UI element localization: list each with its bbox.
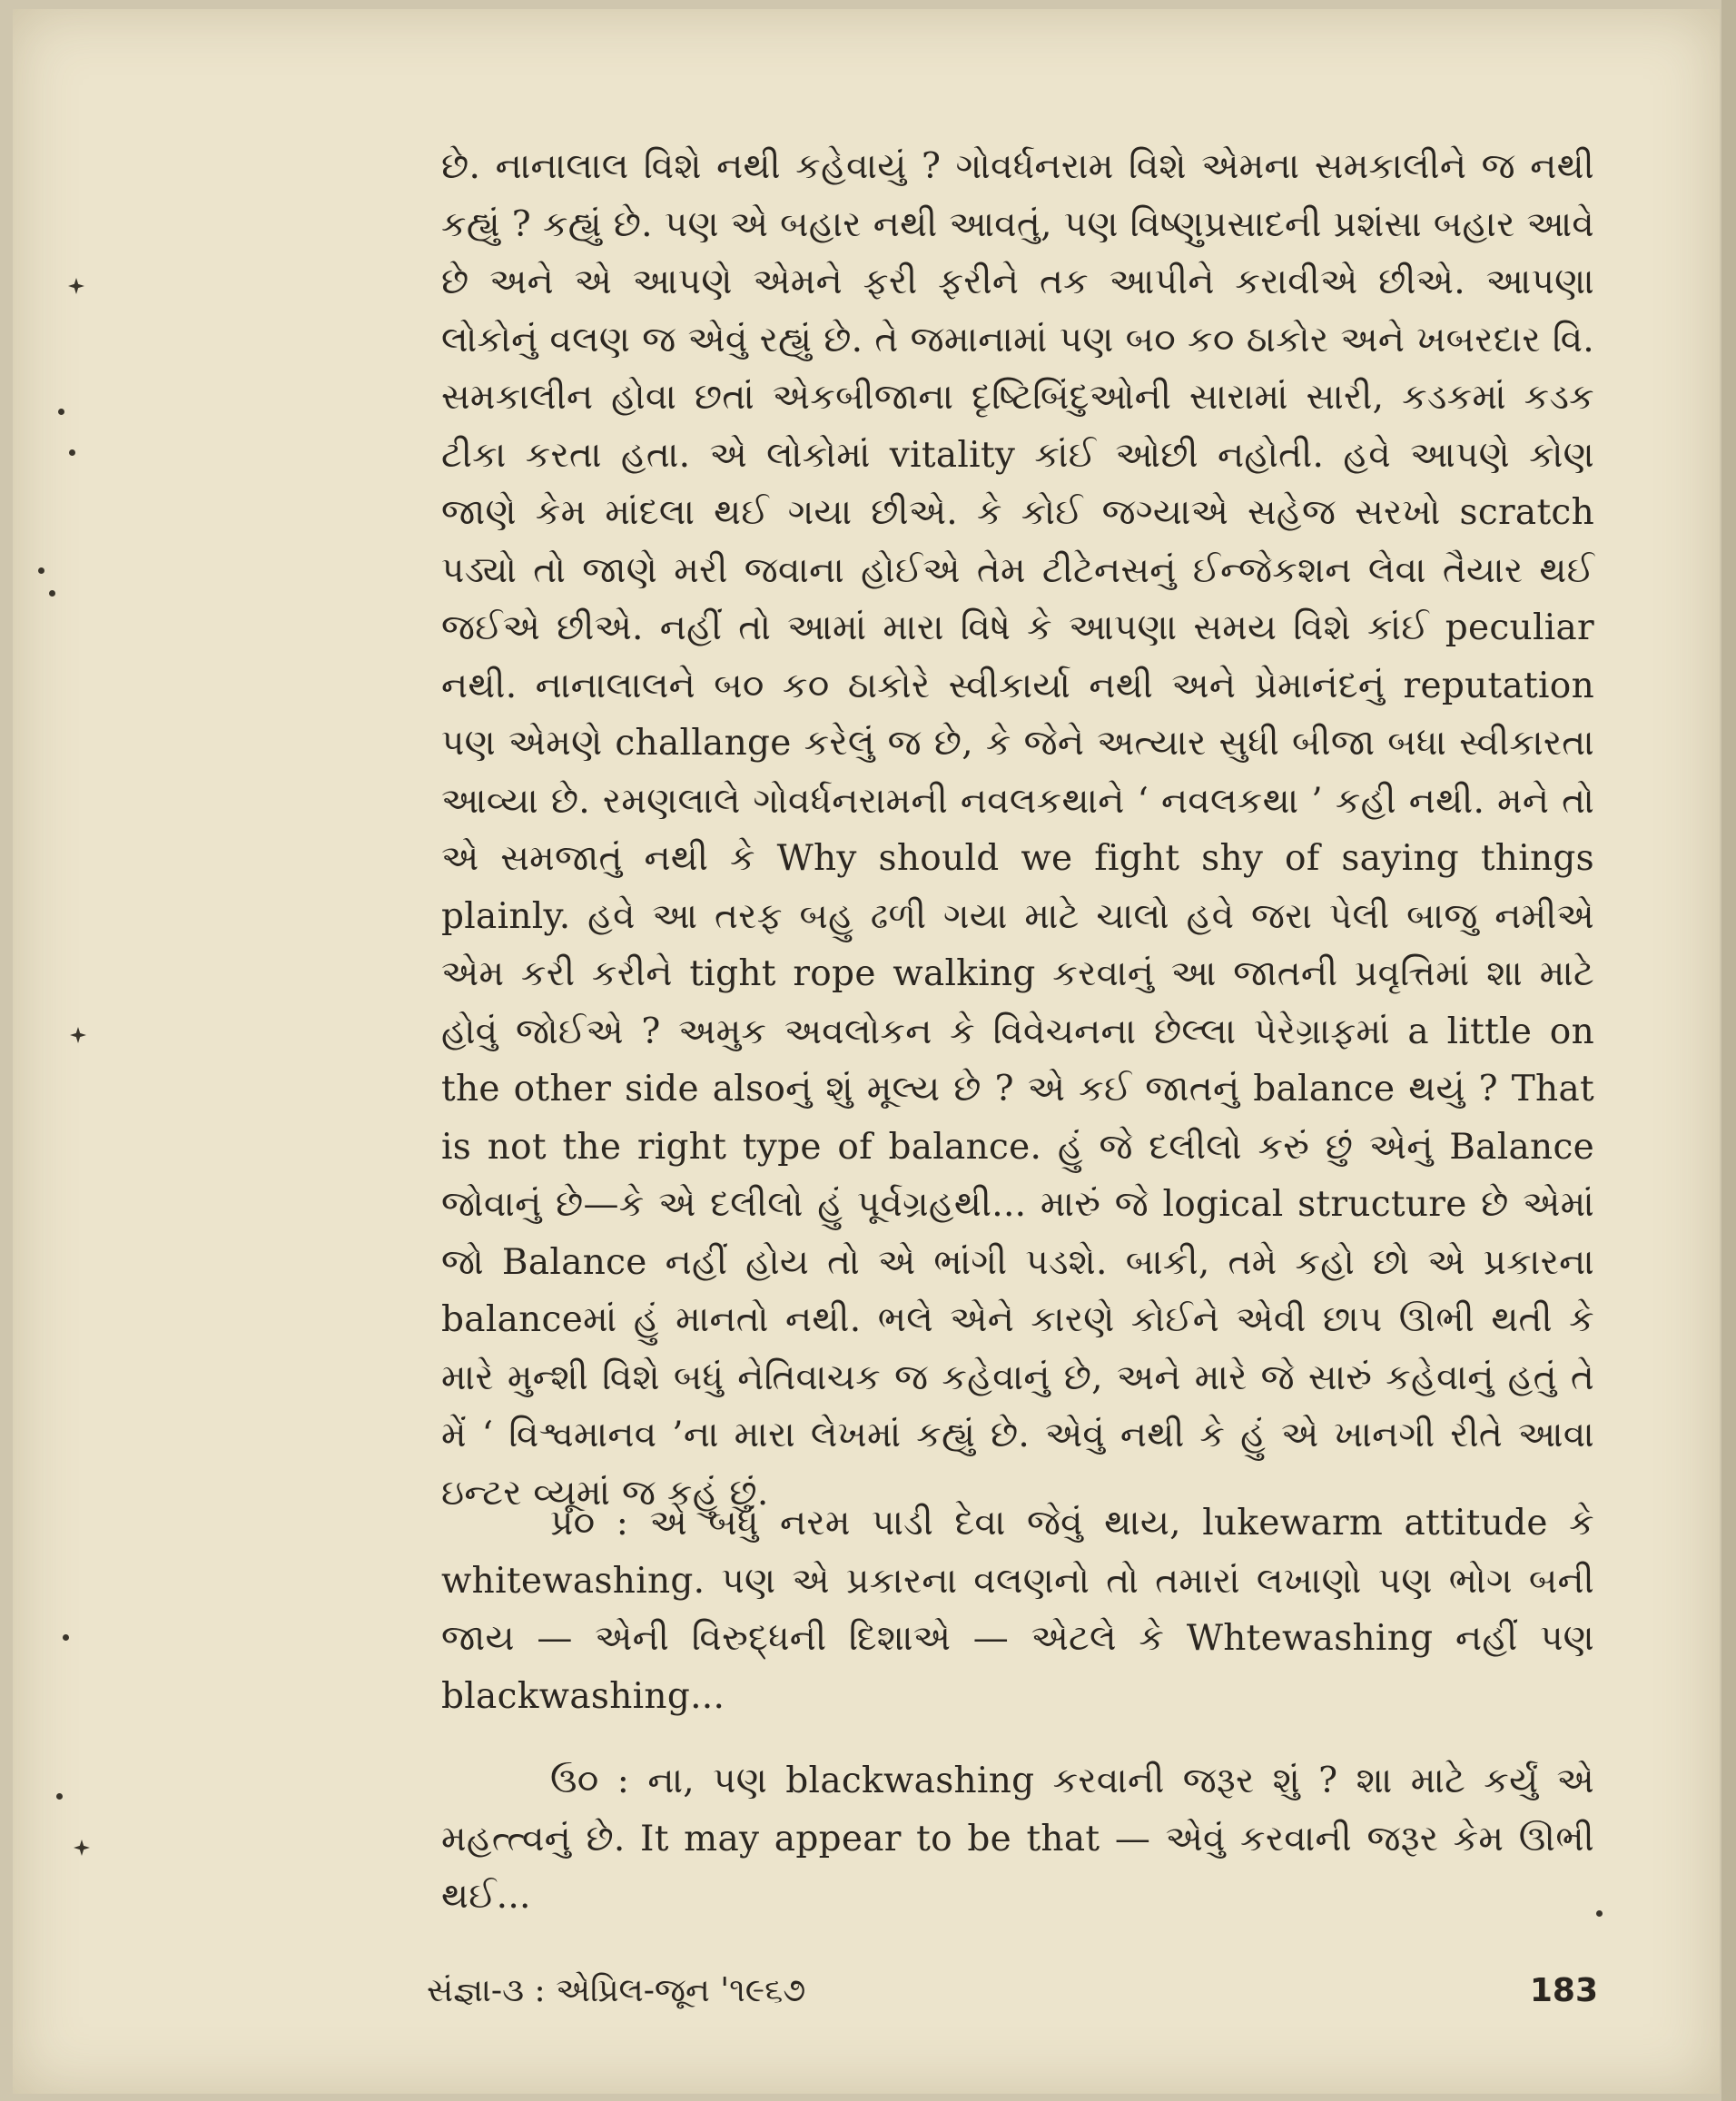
page-number: 183 [1529,1972,1598,2009]
binding-dot-mark [69,449,75,456]
margin-dot-mark [1596,1910,1603,1917]
binding-dot-mark [63,1634,69,1641]
paragraph-answer: ઉ૦ : ના, પણ blackwashing કરવાની જરૂર શું ? શા માટે કર્યું એ મહત્ત્વનું છે. It may appear to be that — એવું કરવાની જરૂર કેમ ઊભી થઈ... [441,1761,1594,1917]
binding-dot-mark [58,409,64,415]
binding-dot-mark [49,590,55,597]
binding-dot-mark [38,567,44,574]
scan-edge [1721,0,1736,2101]
article-body [441,138,1594,1926]
page-footer [427,1972,1598,2016]
paragraph-answer-continued: છે. નાનાલાલ વિશે નથી કહેવાયું ? ગોવર્ધનરામ વિશે એમના સમકાલીને જ નથી કહ્યું ? કહ્યું છે. પણ એ બહાર નથી આવતું, પણ વિષ્ણુપ્રસાદની પ્રશંસા બહાર આવે છે અને એ આપણે એમને ફરી ફરીને તક આપીને કરાવીએ છીએ. આપણા લોકોનું વલણ જ એવું રહ્યું છે. તે જમાનામાં પણ બ૦ ક૦ ઠાકોર અને ખબરદાર વિ. સમકાલીન હોવા છતાં એકબીજાના દૃષ્ટિબિંદુઓની સારામાં સારી, કડકમાં કડક ટીકા કરતા હતા. એ લોકોમાં vitality કાંઈ ઓછી નહોતી. હવે આપણે કોણ જાણે કેમ માંદલા થઈ ગયા છીએ. કે કોઈ જગ્યાએ સહેજ સરખો scratch પડ્યો તો જાણે મરી જવાના હોઈએ તેમ ટીટેનસનું ઈન્જેકશન લેવા તૈયાર થઈ જઈએ છીએ. નહીં તો આમાં મારા વિષે કે આપણા સમય વિશે કાંઈ peculiar નથી. નાનાલાલને બ૦ ક૦ ઠાકોરે સ્વીકાર્યા નથી અને પ્રેમાનંદનું reputation પણ એમણે challange કરેલું જ છે, કે જેને અત્યાર સુધી બીજા બધા સ્વીકારતા આવ્યા છે. રમણલાલે ગોવર્ધનરામની નવલકથાને ‘ નવલકથા ’ કહી નથી. મને તો એ સમજાતું નથી કે Why should we fight shy of saying things plainly. હવે આ તરફ બહુ ઢળી ગયા માટે ચાલો હવે જરા પેલી બાજુ નમીએ એમ કરી કરીને tight rope walking કરવાનું આ જાતની પ્રવૃત્તિમાં શા માટે હોવું જોઈએ ? અમુક અવલોકન કે વિવેચનના છેલ્લા પેરેગ્રાફમાં a little on the other side alsoનું શું મૂલ્ય છે ? એ કઈ જાતનું balance થયું ? That is not the right type of balance. હું જે દલીલો કરું છું એનું Balance જોવાનું છે—કે એ દલીલો હું પૂર્વગ્રહથી... મારું જે logical structure છે એમાં જો Balance નહીં હોય તો એ ભાંગી પડશે. બાકી, તમે કહો છો એ પ્રકારના balanceમાં હું માનતો નથી. ભલે એને કારણે કોઈને એવી છાપ ઊભી થતી કે મારે મુન્શી વિશે બધું નેતિવાચક જ કહેવાનું છે, અને મારે જે સારું કહેવાનું હતું તે મેં ‘ વિશ્વમાનવ ’ના મારા લેખમાં કહ્યું છે. એવું નથી કે હું એ ખાનગી રીતે આવા ઇન્ટર વ્યૂમાં જ કહું છું. [441,146,1594,1514]
binding-dot-mark [56,1793,63,1800]
paragraph-question: પ્ર૦ : એ બધું નરમ પાડી દેવા જેવું થાય, lukewarm attitude કે whitewashing. પણ એ પ્રકારના વલણનો તો તમારાં લખાણો પણ ભોગ બની જાય — એની વિરુદ્ધની દિશાએ — એટલે કે Whtewashing નહીં પણ blackwashing... [441,1503,1594,1717]
journal-issue: સંજ્ઞા-૩ : એપ્રિલ-જૂન '૧૯૬૭ [427,1972,806,2009]
